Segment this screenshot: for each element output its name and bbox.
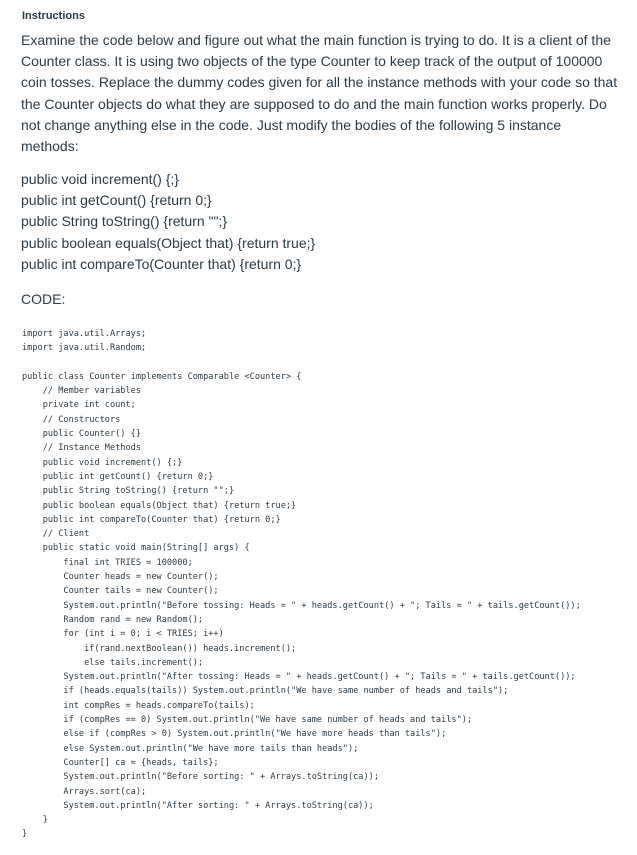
code-line: public int compareTo(Counter that) {return 0;} (22, 514, 281, 525)
code-line: public Counter() {} (22, 429, 141, 440)
code-line: public class Counter implements Comparable <Counter> { (22, 371, 302, 382)
code-line: System.out.println("Before tossing: Heads = " + heads.getCount() + "; Tails = " + tails.getCount()); (22, 600, 581, 611)
method-item: public void increment() {;} (21, 171, 179, 187)
method-list (21, 169, 315, 275)
code-line: Counter tails = new Counter(); (22, 586, 219, 597)
code-line: System.out.println("After tossing: Heads = " + heads.getCount() + "; Tails = " + tails.getCount()); (22, 672, 576, 683)
method-item: public int compareTo(Counter that) {return 0;} (21, 255, 302, 272)
code-line: // Instance Methods (22, 443, 141, 454)
code-line: for (int i = 0; i < TRIES; i++) (22, 629, 224, 640)
code-line: Random rand = new Random(); (22, 614, 204, 625)
code-line: else System.out.println("We have more tails than heads"); (22, 743, 359, 754)
code-line: Counter heads = new Counter(); (22, 572, 219, 583)
code-line: public String toString() {return "";} (22, 486, 235, 497)
code-line: Arrays.sort(ca); (22, 786, 147, 797)
method-item: public int getCount() {return 0;} (21, 192, 212, 209)
code-line: import java.util.Arrays; (22, 329, 147, 339)
code-line: if (heads.equals(tails)) System.out.println("We have same number of heads and tails"); (22, 686, 509, 697)
instructions-text: Examine the code below and figure out what the main function is trying to do. It is a client of the Counter class. It is using two objects of the type Counter to keep track of the output of 100000 coin tosses. Replace the dummy codes given for all the instance methods with your code so that the Counter objects do what they are supposed to do and the main function works properly. Do not change anything else in the code. Just modify the bodies of the following 5 instance methods: (21, 32, 618, 155)
code-line: else if (compRes > 0) System.out.println("We have more heads than tails"); (22, 729, 447, 740)
code-line: System.out.println("After sorting: " + Arrays.toString(ca)); (22, 800, 374, 811)
code-line: public int getCount() {return 0;} (22, 471, 214, 482)
code-line: } (22, 829, 28, 840)
code-line: // Client (22, 529, 90, 540)
code-line: } (22, 815, 48, 826)
code-line: public static void main(String[] args) { (22, 543, 250, 554)
code-line: // Constructors (22, 414, 121, 425)
instructions-heading: Instructions (22, 10, 85, 22)
code-line: public void increment() {;} (22, 457, 183, 468)
method-item: public String toString() {return "";} (21, 213, 228, 230)
code-line (22, 356, 581, 370)
code-line: final int TRIES = 100000; (22, 557, 193, 568)
code-line: if (compRes == 0) System.out.println("We have same number of heads and tails"); (22, 715, 473, 726)
code-block (22, 327, 581, 842)
method-item: public boolean equals(Object that) {return true;} (21, 234, 316, 251)
code-line: public boolean equals(Object that) {return true;} (22, 500, 297, 511)
code-line: System.out.println("Before sorting: " + Arrays.toString(ca)); (22, 772, 379, 783)
code-line: Counter[] ca = {heads, tails}; (22, 757, 219, 768)
code-line: int compRes = heads.compareTo(tails); (22, 700, 255, 711)
code-line: // Member variables (22, 386, 141, 397)
code-label: CODE: (21, 291, 66, 307)
code-line: else tails.increment(); (22, 657, 204, 668)
code-line: import java.util.Random; (22, 343, 147, 354)
code-line: private int count; (22, 400, 136, 411)
code-line: if(rand.nextBoolean()) heads.increment(); (22, 643, 297, 654)
